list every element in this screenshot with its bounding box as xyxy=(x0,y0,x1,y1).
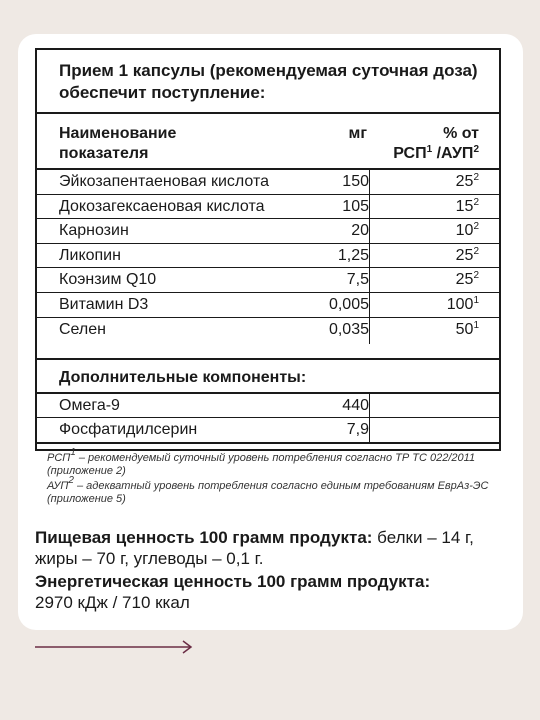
table-row xyxy=(59,195,479,219)
header-pct-line1: % от xyxy=(443,125,479,142)
divider xyxy=(37,442,499,444)
footnotes xyxy=(47,447,507,508)
header-pct-line2: РСП$^1$ /АУП$^2$ xyxy=(393,144,479,162)
nutrient-pct: $25^2$ xyxy=(455,270,479,289)
table-row xyxy=(59,244,479,268)
nutrient-pct: $100^1$ xyxy=(446,295,479,313)
nutrient-name: Витамин D3 xyxy=(59,296,149,313)
nutrient-mg: 7,5 xyxy=(346,271,369,289)
header-pct xyxy=(359,124,479,164)
energy-value: Энергетическая ценность 100 грамм продукта: 2970 кДж / 710 ккал xyxy=(35,572,431,612)
divider xyxy=(37,112,499,114)
table-row xyxy=(59,318,479,342)
nutrient-mg: 0,035 xyxy=(328,320,369,338)
table-row xyxy=(59,219,479,243)
nutrient-name: Ликопин xyxy=(59,246,121,264)
nutrient-mg: 105 xyxy=(342,197,369,215)
table-row xyxy=(59,293,479,317)
table-row xyxy=(59,268,479,292)
nutrient-name: Селен xyxy=(59,320,106,338)
table-row xyxy=(59,418,479,442)
nutrient-mg: 0,005 xyxy=(328,296,369,313)
nutrient-name: Эйкозапентаеновая кислота xyxy=(59,173,270,190)
nutrition-value: Пищевая ценность 100 грамм продукта: белки – 14 г, жиры – 70 г, углеводы – 0,1 г. xyxy=(35,528,474,568)
next-arrow-icon[interactable] xyxy=(35,640,195,654)
nutrient-pct: $10^2$ xyxy=(455,221,479,240)
divider xyxy=(37,358,499,360)
footnote-rsp: РСП$^1$ – рекомендуемый суточный уровень потребления согласно ТР ТС 022/2011 (приложение 2) xyxy=(47,447,476,477)
nutrient-mg: 20 xyxy=(351,222,369,240)
nutrient-pct: $25^2$ xyxy=(455,172,479,190)
nutrient-pct: $15^2$ xyxy=(455,196,479,215)
nutrient-mg: 150 xyxy=(342,173,369,190)
component-name: Фосфатидилсерин xyxy=(59,421,198,438)
component-mg: 7,9 xyxy=(346,421,369,438)
column-divider xyxy=(369,170,370,344)
nutrient-name: Коэнзим Q10 xyxy=(59,271,157,289)
intro-text: Прием 1 капсулы (рекомендуемая суточная доза) обеспечит поступление: xyxy=(59,61,478,102)
table-row xyxy=(59,394,479,418)
nutrient-pct: $25^2$ xyxy=(455,245,479,264)
header-name: Наименование показателя xyxy=(59,125,177,162)
header-mg: мг xyxy=(348,125,367,142)
column-divider xyxy=(369,394,370,442)
nutrient-pct: $50^1$ xyxy=(455,319,479,338)
nutrient-mg: 1,25 xyxy=(337,246,369,264)
component-mg: 440 xyxy=(342,397,369,414)
footnote-aup: АУП$^2$ – адекватный уровень потребления согласно единым требованиям ЕврАз-ЭС (приложение 5) xyxy=(47,475,489,505)
extra-components-title: Дополнительные компоненты: xyxy=(59,369,307,386)
nutrient-name: Карнозин xyxy=(59,222,129,240)
component-name: Омега-9 xyxy=(59,397,120,414)
nutrient-name: Докозагексаеновая кислота xyxy=(59,197,265,215)
table-row xyxy=(59,170,479,194)
composition-table xyxy=(35,48,501,505)
